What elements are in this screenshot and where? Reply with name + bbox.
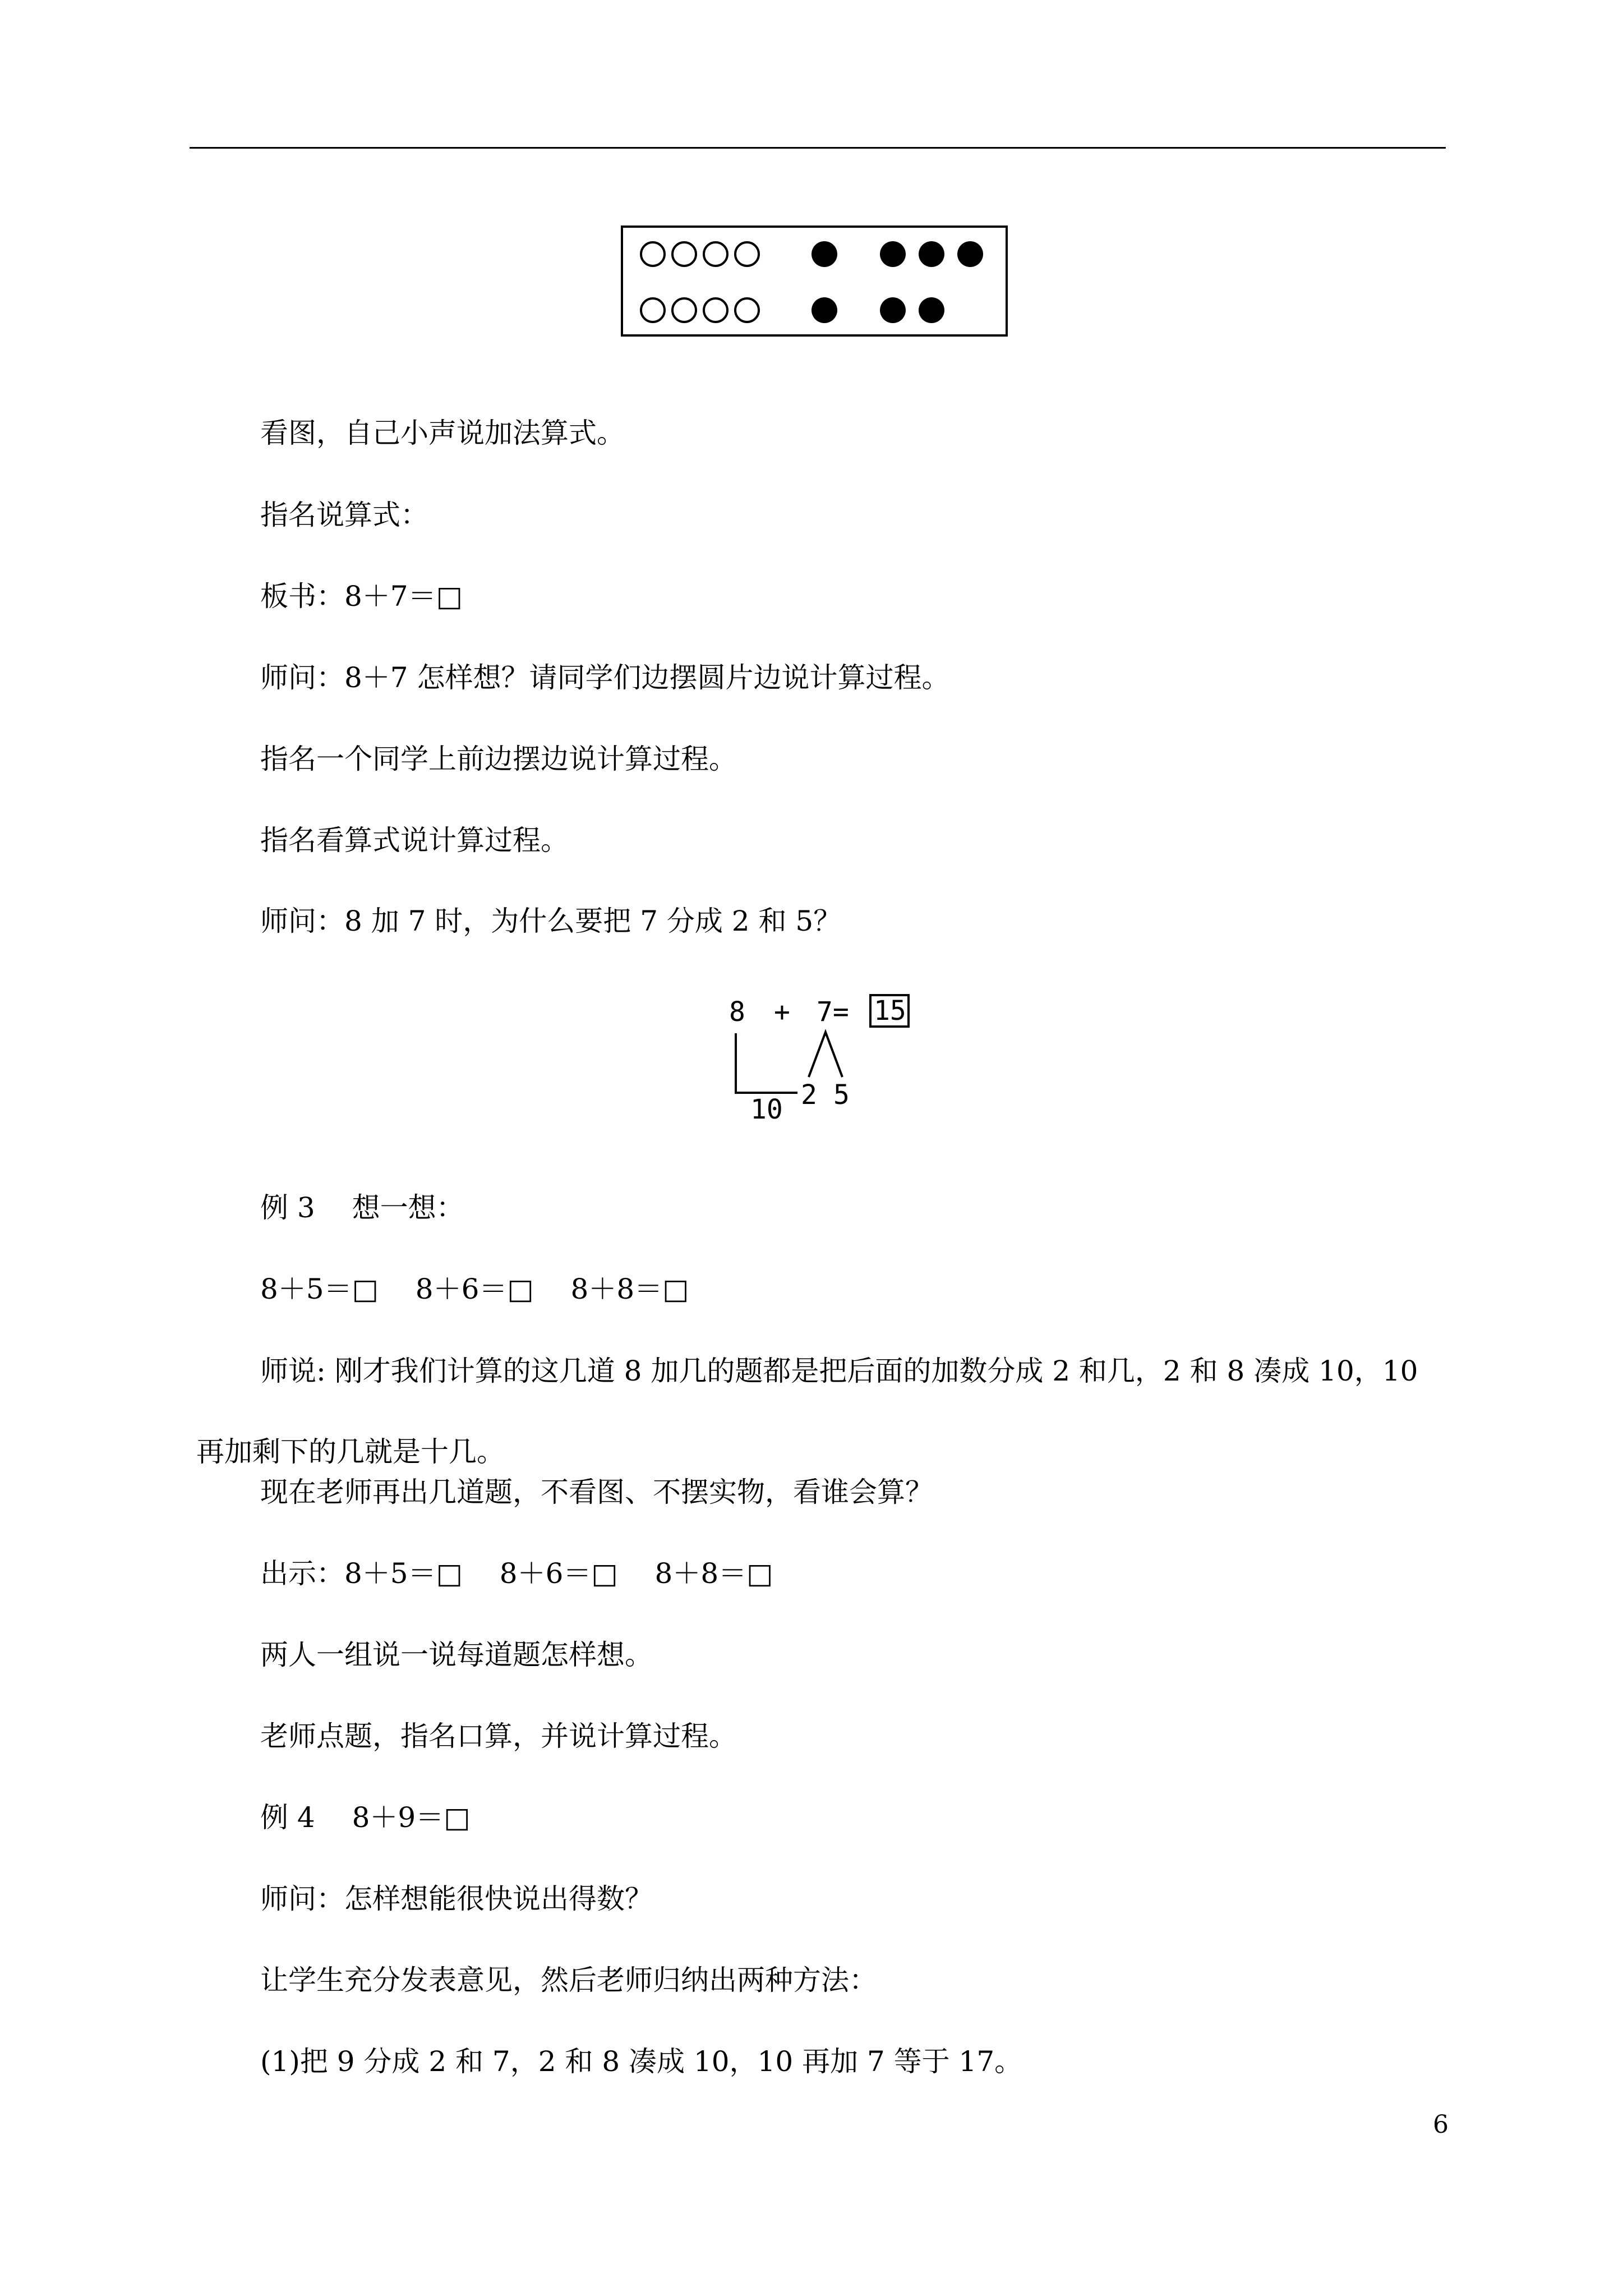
filled-circle-icon [919,241,944,267]
paragraph: 师问：8＋7 怎样想？请同学们边摆圆片边说计算过程。 [260,661,950,694]
filled-circle-icon [919,297,944,323]
paragraph: 例 4 8＋9＝□ [260,1801,471,1834]
open-circle-icon [640,297,666,323]
open-circle-icon [703,241,728,267]
paragraph: 指名看算式说计算过程。 [260,824,569,857]
filled-circle-icon [880,241,906,267]
part-two: 5 [833,1079,850,1111]
paragraph: 师问：8 加 7 时，为什么要把 7 分成 2 和 5？ [260,905,842,937]
filled-circle-icon [957,241,983,267]
filled-circle-icon [811,241,837,267]
filled-circle-icon [880,297,906,323]
paragraph: 板书：8＋7＝□ [260,580,463,613]
paragraph: 8＋5＝□ 8＋6＝□ 8＋8＝□ [260,1273,689,1305]
paragraph: 老师点题，指名口算，并说计算过程。 [260,1720,737,1752]
plus-sign: + [774,996,790,1028]
paragraph: 指名说算式： [260,499,428,531]
addend-b: 7= [817,996,849,1028]
page-number: 6 [1433,2110,1449,2139]
open-circle-icon [671,297,697,323]
paragraph: 师说: 刚才我们计算的这几道 8 加几的题都是把后面的加数分成 2 和几，2 和 8 凑成 10，10 再加剩下的几就是十几。 [196,1355,1418,1468]
open-circle-icon [640,241,666,267]
dots-figure [621,226,1008,337]
paragraph: (1)把 9 分成 2 和 7，2 和 8 凑成 10，10 再加 7 等于 17。 [260,2045,1023,2078]
paragraph: 看图，自己小声说加法算式。 [260,417,625,449]
header-rule [190,147,1446,149]
ten-label: 10 [750,1094,783,1125]
paragraph: 让学生充分发表意见，然后老师归纳出两种方法： [260,1964,877,1996]
open-circle-icon [671,241,697,267]
paragraph: 两人一组说一说每道题怎样想。 [260,1639,653,1671]
addend-a: 8 [729,996,745,1028]
paragraph: 例 3 想一想： [260,1191,464,1224]
filled-circle-icon [811,297,837,323]
paragraph: 指名一个同学上前边摆边说计算过程。 [260,743,737,775]
open-circle-icon [734,297,760,323]
paragraph: 出示：8＋5＝□ 8＋6＝□ 8＋8＝□ [260,1557,773,1590]
paragraph: 师问：怎样想能很快说出得数？ [260,1883,653,1915]
open-circle-icon [734,241,760,267]
part-one: 2 [801,1079,817,1111]
open-circle-icon [703,297,728,323]
paragraph: 现在老师再出几道题，不看图、不摆实物，看谁会算？ [260,1476,933,1508]
result-value: 15 [874,995,906,1027]
